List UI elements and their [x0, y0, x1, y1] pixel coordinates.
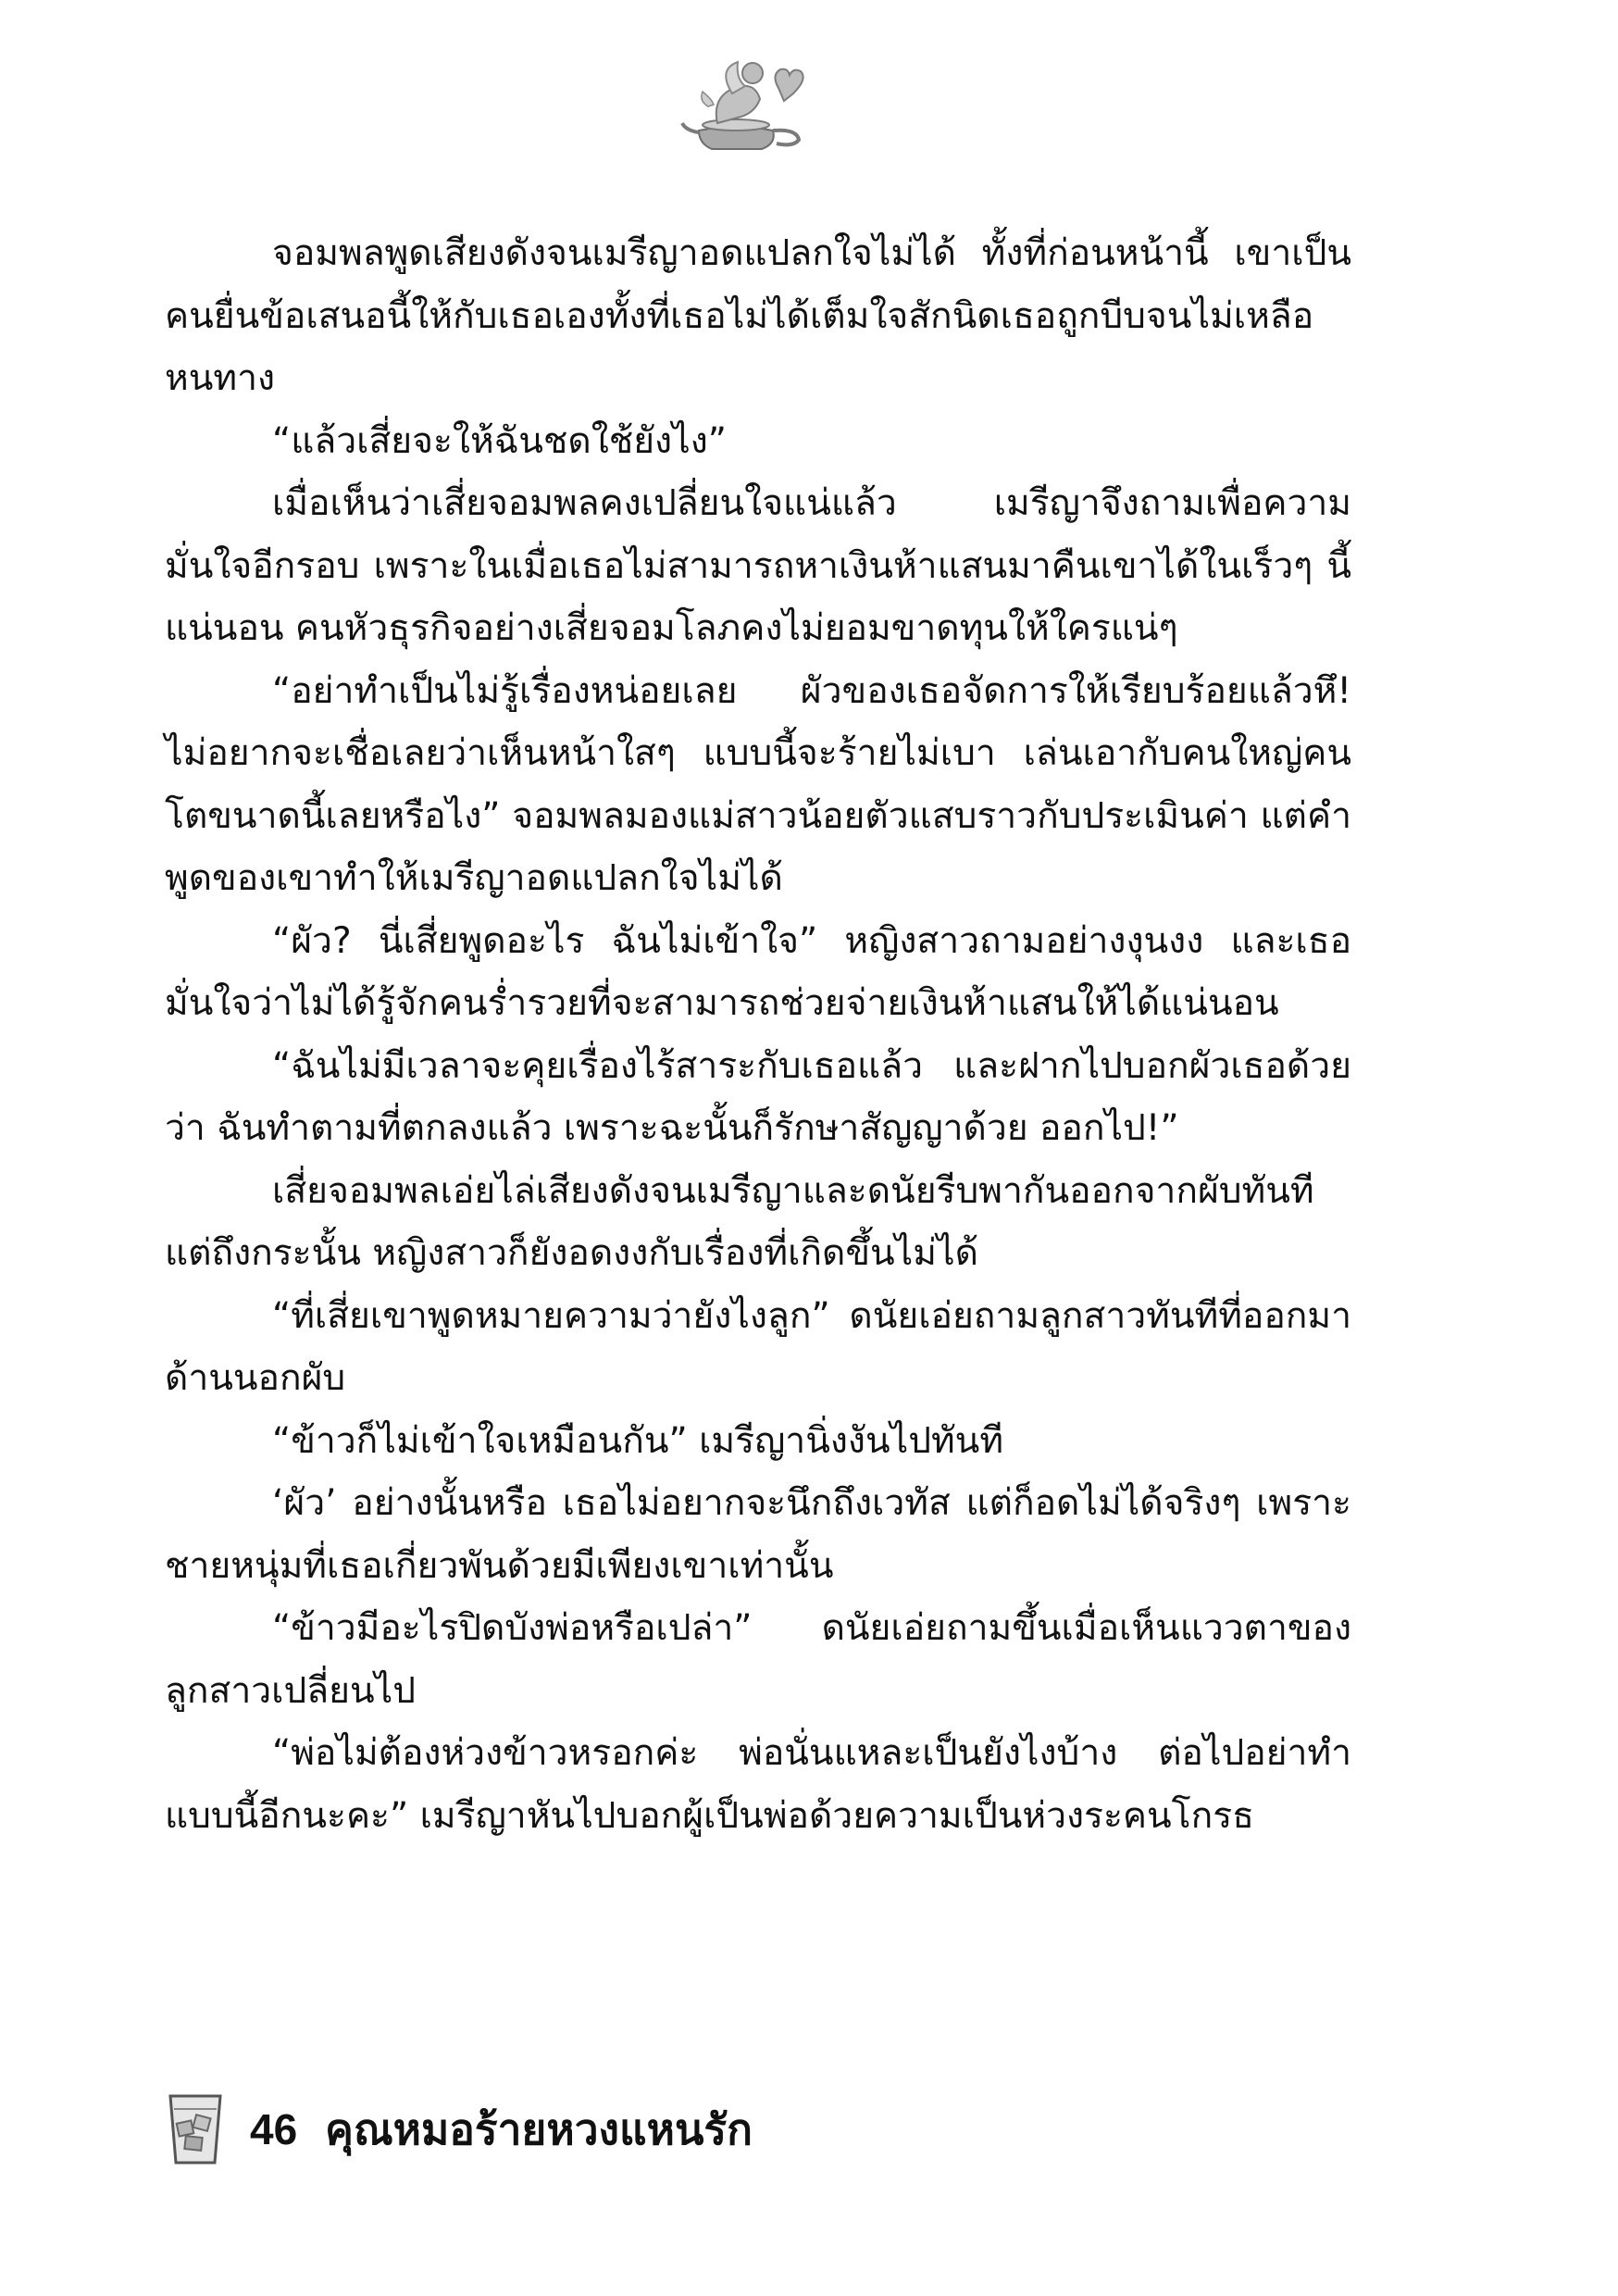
- paragraph: “อย่าทำเป็นไม่รู้เรื่องหน่อยเลย ผัวของเธอจัดการให้เรียบร้อยแล้วหึ! ไม่อยากจะเชื่อเลยว่าเห็นหน้าใสๆ แบบนี้จะร้ายไม่เบา เล่นเอากับคนใหญ่คนโตขนาดนี้เลยหรือไง” จอมพลมองแม่สาวน้อยตัวแสบราวกับประเมินค่า แต่คำพูดของเขาทำให้เมรีญาอดแปลกใจไม่ได้: [165, 669, 1351, 899]
- page-number: 46: [250, 2105, 298, 2153]
- paragraph: “ข้าวมีอะไรปิดบังพ่อหรือเปล่า” ดนัยเอ่ยถามขึ้นเมื่อเห็นแววตาของลูกสาวเปลี่ยนไป: [165, 1607, 1351, 1712]
- cupid-teapot-ornament-icon: [680, 51, 819, 157]
- paragraph: “ฉันไม่มีเวลาจะคุยเรื่องไร้สาระกับเธอแล้ว และฝากไปบอกผัวเธอด้วยว่า ฉันทำตามที่ตกลงแล้ว เพราะฉะนั้นก็รักษาสัญญาด้วย ออกไป!”: [165, 1044, 1351, 1149]
- paragraph: “ข้าวก็ไม่เข้าใจเหมือนกัน” เมรีญานิ่งงันไปทันที: [272, 1419, 1004, 1462]
- book-title: คุณหมอร้ายหวงแหนรัก: [325, 2103, 753, 2154]
- ice-glass-icon: [165, 2090, 226, 2168]
- paragraph: “พ่อไม่ต้องห่วงข้าวหรอกค่ะ พ่อนั่นแหละเป็นยังไงบ้าง ต่อไปอย่าทำแบบนี้อีกนะคะ” เมรีญาหันไปบอกผู้เป็นพ่อด้วยความเป็นห่วงระคนโกรธ: [165, 1732, 1351, 1837]
- paragraph: เสี่ยจอมพลเอ่ยไล่เสียงดังจนเมรีญาและดนัยรีบพากันออกจากผับทันที แต่ถึงกระนั้น หญิงสาวก็ยังอดงงกับเรื่องที่เกิดขึ้นไม่ได้: [165, 1169, 1314, 1274]
- paragraph: จอมพลพูดเสียงดังจนเมรีญาอดแปลกใจไม่ได้ ทั้งที่ก่อนหน้านี้ เขาเป็นคนยื่นข้อเสนอนี้ให้กับเธอเองทั้งที่เธอไม่ได้เต็มใจสักนิดเธอถูกบีบจนไม่เหลือหนทาง: [165, 232, 1351, 399]
- paragraph: เมื่อเห็นว่าเสี่ยจอมพลคงเปลี่ยนใจแน่แล้ว เมรีญาจึงถามเพื่อความมั่นใจอีกรอบ เพราะในเมื่อเธอไม่สามารถหาเงินห้าแสนมาคืนเขาได้ในเร็วๆ นี้แน่นอน คนหัวธุรกิจอย่างเสี่ยจอมโลภคงไม่ยอมขาดทุนให้ใครแน่ๆ: [165, 482, 1351, 649]
- page-footer: [165, 2088, 753, 2171]
- body-text: [165, 222, 1351, 1847]
- paragraph: “แล้วเสี่ยจะให้ฉันชดใช้ยังไง”: [272, 419, 727, 462]
- paragraph: “ผัว? นี่เสี่ยพูดอะไร ฉันไม่เข้าใจ” หญิงสาวถามอย่างงุนงง และเธอมั่นใจว่าไม่ได้รู้จักคนร่ำรวยที่จะสามารถช่วยจ่ายเงินห้าแสนให้ได้แน่นอน: [165, 919, 1351, 1024]
- paragraph: “ที่เสี่ยเขาพูดหมายความว่ายังไงลูก” ดนัยเอ่ยถามลูกสาวทันทีที่ออกมาด้านนอกผับ: [165, 1294, 1351, 1399]
- paragraph: ‘ผัว’ อย่างนั้นหรือ เธอไม่อยากจะนึกถึงเวทัส แต่ก็อดไม่ได้จริงๆ เพราะชายหนุ่มที่เธอเกี่ยวพันด้วยมีเพียงเขาเท่านั้น: [165, 1482, 1351, 1587]
